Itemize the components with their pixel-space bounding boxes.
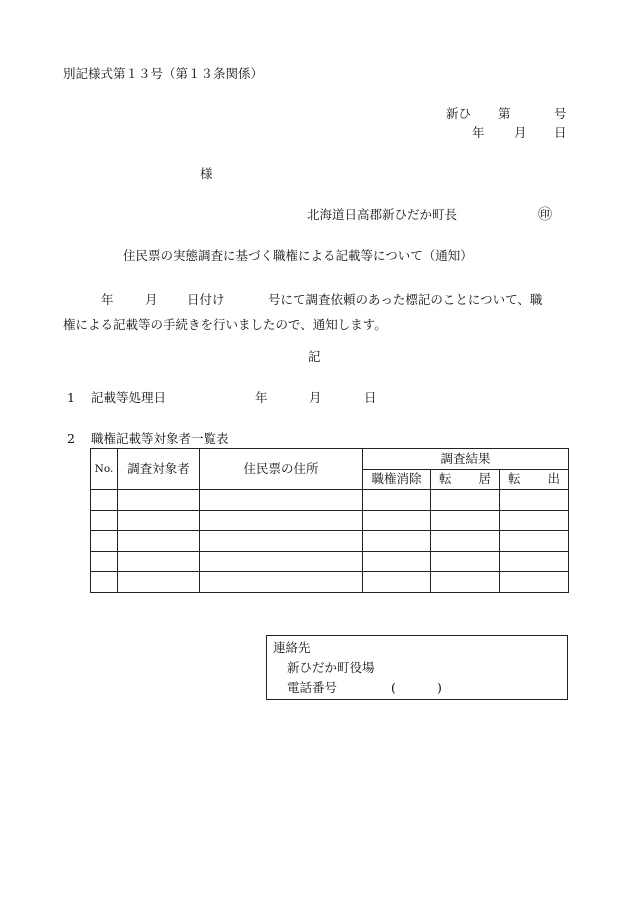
seal-mark: ㊞ [538, 207, 552, 223]
body-day-dated: 日付け [187, 292, 225, 307]
form-header: 別記様式第１３号（第１３条関係） [63, 66, 264, 81]
sub-header-relocation-out-b: 出 [547, 471, 561, 486]
table-row [91, 572, 569, 593]
contact-title: 連絡先 [273, 640, 311, 655]
contact-office: 新ひだか町役場 [287, 660, 375, 675]
date-day: 日 [554, 125, 567, 140]
col-header-result: 調査結果 [363, 449, 569, 470]
sub-header-deletion: 職権消除 [363, 469, 431, 490]
contact-box [266, 635, 568, 700]
item1-day: 日 [364, 390, 377, 405]
sender-name: 北海道日高郡新ひだか町長 [307, 207, 458, 222]
sub-header-relocation-internal-b: 居 [478, 471, 491, 486]
item1-year: 年 [255, 390, 268, 405]
table-row [91, 510, 569, 531]
subject-title: 住民票の実態調査に基づく職権による記載等について（通知） [123, 248, 473, 263]
addressee-suffix: 様 [200, 166, 213, 181]
doc-number-prefix: 新ひ [446, 106, 472, 121]
sub-header-relocation-internal [431, 469, 500, 490]
body-month: 月 [145, 292, 158, 307]
contact-phone-open: ( [391, 680, 396, 695]
col-header-address: 住民票の住所 [200, 449, 363, 490]
col-header-no: No. [91, 449, 118, 490]
ki-label: 記 [308, 349, 321, 364]
body-year: 年 [101, 292, 114, 307]
item2-number: 2 [67, 431, 75, 446]
item2-label: 職権記載等対象者一覧表 [91, 431, 229, 446]
sub-header-relocation-out-a: 転 [508, 471, 521, 486]
doc-number-mid: 第 [498, 106, 511, 121]
sub-header-relocation-internal-a: 転 [439, 471, 452, 486]
item1-label: 記載等処理日 [91, 390, 167, 405]
date-year: 年 [472, 125, 485, 140]
item1-month: 月 [309, 390, 322, 405]
sub-header-relocation-out [500, 469, 569, 490]
body-paragraph [63, 289, 568, 337]
target-list-table [90, 448, 569, 593]
item1-number: 1 [67, 390, 75, 405]
doc-number-suffix: 号 [554, 106, 567, 121]
col-header-subject: 調査対象者 [118, 449, 200, 490]
body-text-2: 権による記載等の手続きを行いましたので、通知します。 [63, 317, 387, 332]
table-row [91, 551, 569, 572]
contact-phone-label: 電話番号 [287, 680, 338, 695]
contact-phone-close: ) [437, 680, 442, 695]
body-text-1: 号にて調査依頼のあった標記のことについて、職 [268, 292, 543, 307]
date-month: 月 [514, 125, 527, 140]
table-row [91, 490, 569, 511]
table-row [91, 531, 569, 552]
